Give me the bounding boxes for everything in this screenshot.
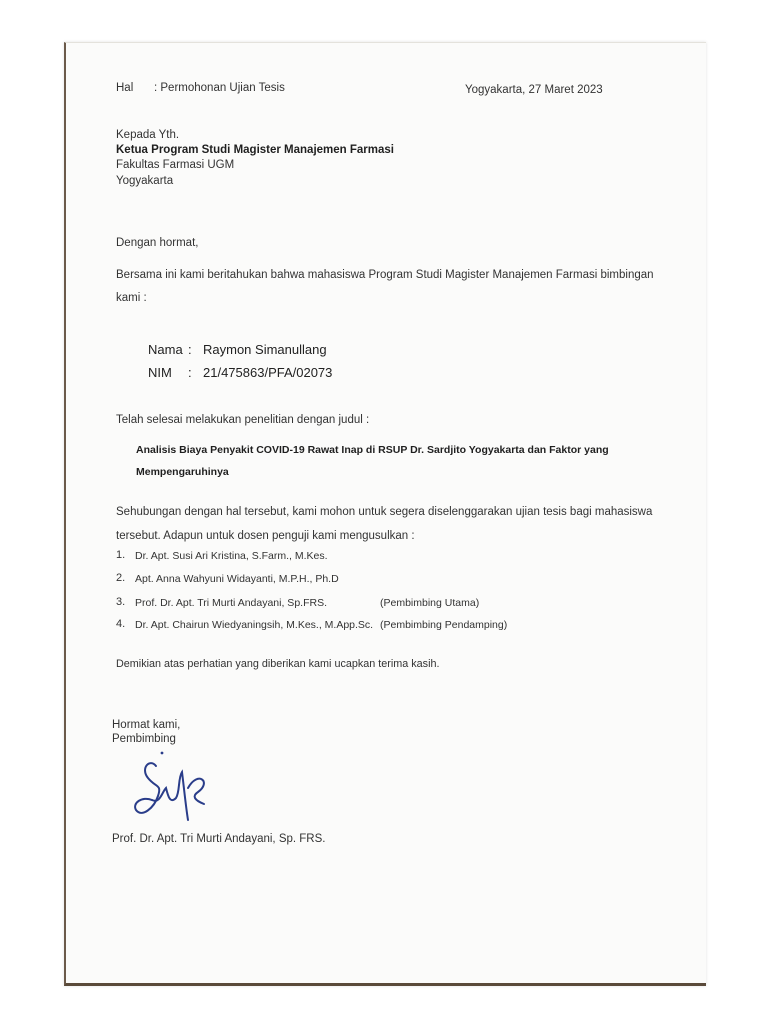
research-title-line-2: Mempengaruhinya <box>136 466 229 478</box>
intro-line-2: kami : <box>116 292 147 304</box>
recipient-salutation: Kepada Yth. <box>116 129 180 141</box>
examiner-name: Apt. Anna Wahyuni Widayanti, M.P.H., Ph.D <box>135 573 339 585</box>
examiner-name: Prof. Dr. Apt. Tri Murti Andayani, Sp.FRS. <box>135 597 327 609</box>
hal-subject: : Permohonan Ujian Tesis <box>154 82 285 94</box>
examiner-number: 2. <box>116 572 126 584</box>
student-name: Raymon Simanullang <box>203 342 327 357</box>
student-nim-label: NIM <box>148 365 172 380</box>
handwritten-signature <box>132 748 222 828</box>
examiner-name: Dr. Apt. Chairun Wiedyaningsih, M.Kes., M.App.Sc. <box>135 619 374 631</box>
hal-label: Hal <box>116 82 134 94</box>
examiner-role: (Pembimbing Utama) <box>380 597 480 609</box>
intro-line-1: Bersama ini kami beritahukan bahwa mahasiswa Program Studi Magister Manajemen Farmasi bimbingan <box>116 269 654 281</box>
examiner-role: (Pembimbing Pendamping) <box>380 619 508 631</box>
signoff-role: Pembimbing <box>112 733 176 745</box>
recipient-city: Yogyakarta <box>116 175 174 187</box>
student-name-separator: : <box>188 342 192 357</box>
signoff-regards: Hormat kami, <box>112 719 181 731</box>
student-nim-separator: : <box>188 365 192 380</box>
closing-statement: Demikian atas perhatian yang diberikan kami ucapkan terima kasih. <box>116 658 440 670</box>
research-intro: Telah selesai melakukan penelitian dengan judul : <box>116 414 370 426</box>
greeting: Dengan hormat, <box>116 237 199 249</box>
signer-name: Prof. Dr. Apt. Tri Murti Andayani, Sp. FRS. <box>112 833 326 845</box>
recipient-title: Ketua Program Studi Magister Manajemen Farmasi <box>116 144 394 156</box>
recipient-faculty: Fakultas Farmasi UGM <box>116 159 235 171</box>
request-line-2: tersebut. Adapun untuk dosen penguji kami mengusulkan : <box>116 530 415 542</box>
examiner-number: 1. <box>116 549 126 561</box>
letter-date: Yogyakarta, 27 Maret 2023 <box>465 84 603 96</box>
student-nim: 21/475863/PFA/02073 <box>203 365 333 380</box>
student-name-label: Nama <box>148 342 183 357</box>
examiner-name: Dr. Apt. Susi Ari Kristina, S.Farm., M.Kes. <box>135 550 328 562</box>
examiner-number: 4. <box>116 618 126 630</box>
research-title-line-1: Analisis Biaya Penyakit COVID-19 Rawat Inap di RSUP Dr. Sardjito Yogyakarta dan Faktor yang <box>136 444 609 456</box>
request-line-1: Sehubungan dengan hal tersebut, kami mohon untuk segera diselenggarakan ujian tesis bagi mahasiswa <box>116 506 653 518</box>
examiner-number: 3. <box>116 596 126 608</box>
